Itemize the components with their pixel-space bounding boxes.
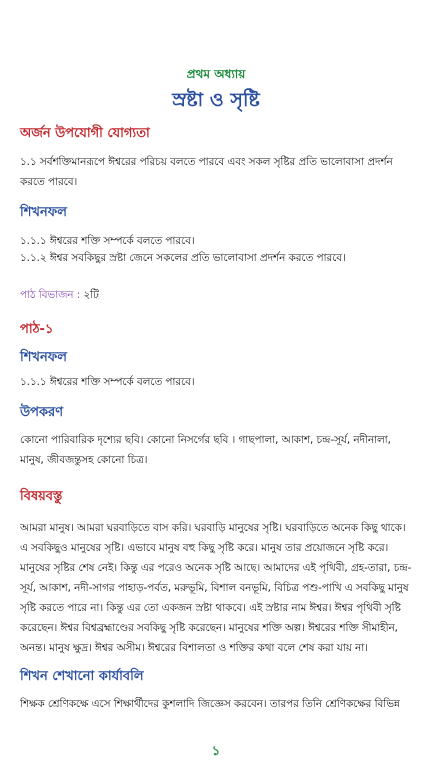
lesson-heading: পাঠ-১ [20, 322, 54, 337]
competency-text: ১.১ সর্বশক্তিমানরূপে ঈশ্বরের পরিচয় বলতে পারবে এবং সকল সৃষ্টির প্রতি ভালোবাসা প্রদর্শন করতে পারবে। [20, 156, 393, 188]
materials-text: কোনো পারিবারিক দৃশ্যের ছবি। কোনো নিসর্গের ছবি । গাছপালা, আকাশ, চন্দ্র-সূর্য, নদীনালা, মানুষ, জীবজন্তুসহ কোনো চিত্র। [20, 434, 391, 466]
lesson-division-value: ২টি [83, 289, 99, 301]
activities-heading: শিখন শেখানো কার্যাবলি [20, 669, 144, 684]
learning-outcome-item: ১.১.১ ঈশ্বরের শক্তি সম্পর্কে বলতে পারবে। [20, 235, 195, 247]
activities-text: শিক্ষক শ্রেণিকক্ষে এসে শিক্ষার্থীদের কুশলাদি জিজ্ঞেস করবেন। তারপর তিনি শ্রেণিকক্ষের বিভিন্ন [20, 698, 400, 710]
content-text: আমরা মানুষ। আমরা ঘরবাড়িতে বাস করি। ঘরবাড়ি মানুষের সৃষ্টি। ঘরবাড়িতে অনেক কিছু থাকে। এ সবকিছুও মানুষের সৃষ্টি। এভাবে মানুষ বহু কিছু সৃষ্টি করে। মানুষ তার প্রয়োজনে সৃষ্টি করে। মানুষের সৃষ্টির শেষ নেই। কিন্তু এর পরেও অনেক সৃষ্টি আছে। আমাদের এই পৃথিবী, গ্রহ-তারা, চন্দ্র-সূর্য, আকাশ, নদী-সাগর পাহাড়-পর্বত, মরুভূমি, বিশাল বনভূমি, বিচিত্র পশু-পাখি এ সবকিছু মানুষ সৃষ্টি করতে পারে না। কিন্তু এর তো একজন স্রষ্টা থাকবে। এই স্রষ্টার নাম ঈশ্বর। ঈশ্বর পৃথিবী সৃষ্টি করেছেন। ঈশ্বর বিশ্বব্রহ্মাণ্ডের সবকিছু সৃষ্টি করেছেন। মানুষের শক্তি অল্প। ঈশ্বরের শক্তি সীমাহীন, অনন্ত। মানুষ ক্ষুদ্র। ঈশ্বর অসীম। ঈশ্বরের বিশালতা ও শক্তির কথা বলে শেষ করা যায় না। [20, 522, 412, 654]
lesson-outcome-text: ১.১.১ ঈশ্বরের শক্তি সম্পর্কে বলতে পারবে। [20, 376, 195, 388]
lesson-outcome-heading: শিখনফল [20, 350, 67, 365]
materials-heading: উপকরণ [20, 405, 64, 420]
lesson-division [20, 285, 416, 305]
learning-outcomes-heading: শিখনফল [20, 205, 67, 220]
learning-outcome-item: ১.১.২ ঈশ্বর সবকিছুর স্রষ্টা জেনে সকলের প্রতি ভালোবাসা প্রদর্শন করতে পারবে। [20, 252, 346, 264]
lesson-division-label: পাঠ বিভাজন : [20, 289, 81, 301]
chapter-label: প্রথম অধ্যায় [186, 67, 246, 81]
chapter-title: স্রষ্টা ও সৃষ্টি [172, 89, 260, 111]
content-heading: বিষয়বস্তু [20, 489, 63, 504]
competency-heading: অর্জন উপযোগী যোগ্যতা [20, 126, 150, 141]
page-number: ১ [211, 744, 221, 759]
